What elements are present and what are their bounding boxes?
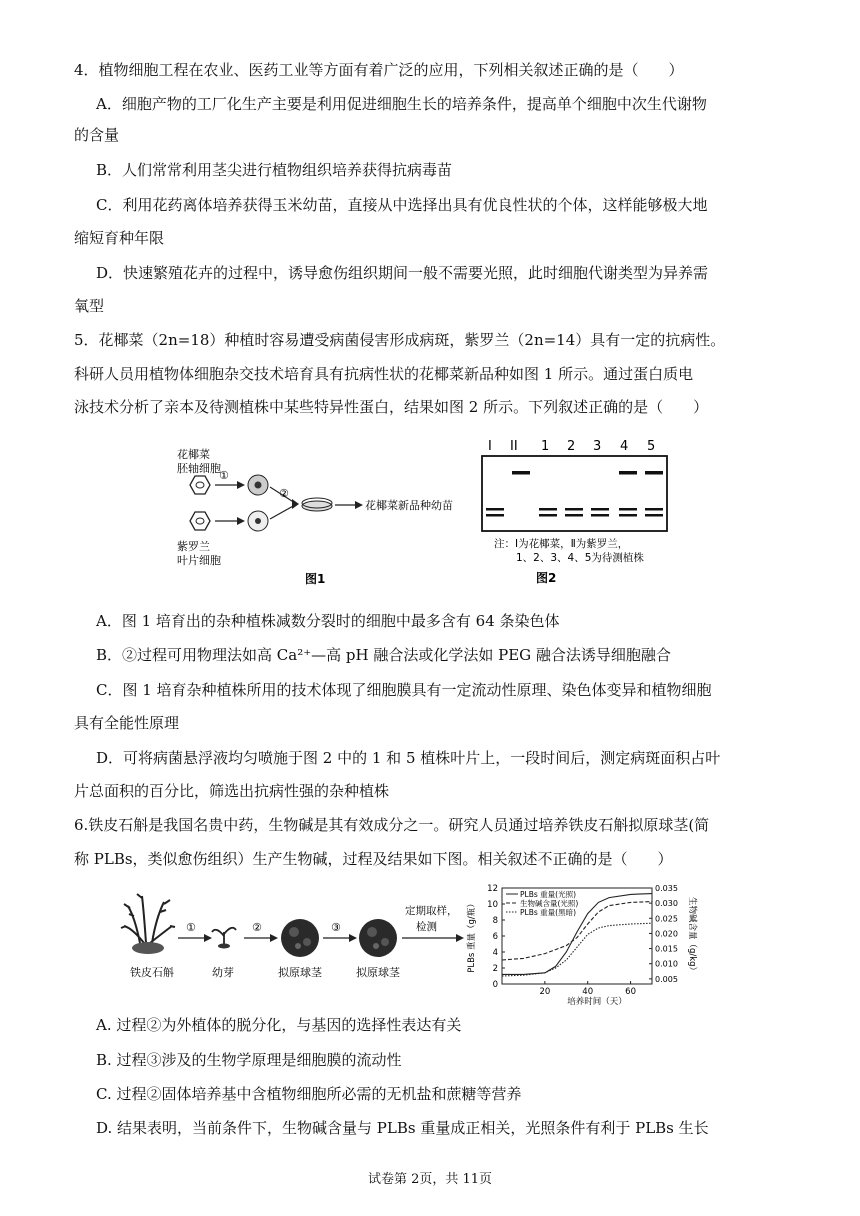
page-footer: 试卷第 2页，共 11页 xyxy=(367,1172,493,1187)
band xyxy=(619,514,637,517)
nucleus-icon xyxy=(255,482,262,489)
q5-option-c: C．图 1 培育杂种植株所用的技术体现了细胞膜具有一定流动性原理、染色体变异和植物细胞 xyxy=(96,681,712,699)
y-axis-label: PLBs 重量（g/瓶） xyxy=(467,899,477,973)
q4-option-c: C．利用花药离体培养获得玉米幼苗，直接从中选择出具有优良性状的个体，这样能够极大地 xyxy=(96,196,708,214)
q6-label-plb-1: 拟原球茎 xyxy=(278,966,322,979)
q5-option-c-cont: 具有全能性原理 xyxy=(74,714,180,732)
gel-frame xyxy=(482,456,667,531)
band xyxy=(539,514,557,517)
q6-process-figure xyxy=(120,888,465,988)
y-right-tick-label-4: 0.025 xyxy=(655,914,678,924)
q6-step-1: ① xyxy=(186,921,196,934)
figure-1 xyxy=(175,440,475,590)
band xyxy=(512,471,530,475)
q6-sampling-label-1: 定期取样， xyxy=(405,905,458,917)
arrowhead-icon xyxy=(237,481,245,489)
band xyxy=(645,508,663,511)
nucleus-icon xyxy=(196,482,204,488)
q4-option-d-cont: 氧型 xyxy=(74,297,105,315)
fig1-violet-label-1: 紫罗兰 xyxy=(177,540,210,553)
cauli-cell-icon xyxy=(190,476,210,494)
lane-label-3: 1 xyxy=(541,439,550,454)
band xyxy=(619,508,637,511)
q5-option-a: A．图 1 培育出的杂种植株减数分裂时的细胞中最多含有 64 条染色体 xyxy=(96,612,560,630)
lane-label-6: 4 xyxy=(620,439,629,454)
x-tick-label-1: 40 xyxy=(582,987,594,997)
y-right-tick-label-2: 0.015 xyxy=(655,944,678,954)
y-right-tick-label-6: 0.035 xyxy=(655,884,678,893)
y-tick-label-1: 2 xyxy=(492,964,498,974)
legend-label-1: 生物碱含量(光照) xyxy=(520,899,579,908)
band xyxy=(645,514,663,517)
q5-option-d: D．可将病菌悬浮液均匀喷施于图 2 中的 1 和 5 植株叶片上，一段时间后，测定病斑面积占叶 xyxy=(96,749,721,767)
dendrobium-plant-icon xyxy=(121,894,175,954)
arrowhead-icon xyxy=(355,501,363,509)
q6-stem-2: 称 PLBs，类似愈伤组织）生产生物碱，过程及结果如下图。相关叙述不正确的是（ ） xyxy=(74,850,673,868)
band xyxy=(565,514,583,517)
arrowhead-icon xyxy=(270,934,278,942)
figure-2 xyxy=(478,436,678,592)
q6-step-3: ③ xyxy=(331,921,341,934)
plb-cluster-icon xyxy=(281,919,319,957)
q5-option-d-cont: 片总面积的百分比，筛选出抗病性强的杂种植株 xyxy=(74,782,390,800)
q6-label-plb-2: 拟原球茎 xyxy=(356,966,400,979)
y-tick-label-6: 12 xyxy=(487,884,498,894)
y-tick-label-5: 10 xyxy=(487,900,498,910)
y-tick-label-4: 8 xyxy=(492,916,498,926)
q6-option-d: D. 结果表明，当前条件下，生物碱含量与 PLBs 重量成正相关，光照条件有利于 PLBs 生长 xyxy=(96,1119,709,1137)
q4-option-c-cont: 缩短育种年限 xyxy=(74,229,165,247)
legend-label-0: PLBs 重量(光照) xyxy=(520,890,576,899)
y-tick-label-0: 0 xyxy=(492,980,498,990)
q6-sampling-label-2: 检测 xyxy=(416,921,437,933)
q5-stem-2: 科研人员用植物体细胞杂交技术培育具有抗病性状的花椰菜新品种如图 1 所示。通过蛋白质电 xyxy=(74,365,694,383)
nucleus-icon xyxy=(196,518,204,524)
band xyxy=(539,508,557,511)
plb-growth-chart xyxy=(462,880,702,1008)
q4-option-a: A．细胞产物的工厂化生产主要是利用促进细胞生长的培养条件，提高单个细胞中次生代谢物 xyxy=(96,95,707,113)
lane-label-2: II xyxy=(510,439,518,454)
y-right-tick-label-0: 0.005 xyxy=(655,974,678,984)
y-right-tick-label-1: 0.010 xyxy=(655,959,678,969)
lane-label-4: 2 xyxy=(567,439,576,454)
band xyxy=(486,514,504,517)
lane-label-1: I xyxy=(488,439,492,454)
band xyxy=(645,471,663,475)
arrow-2b xyxy=(270,505,295,519)
q5-option-b: B．②过程可用物理法如高 Ca²⁺—高 pH 融合法或化学法如 PEG 融合法诱导细胞融合 xyxy=(96,646,671,664)
q6-label-bud: 幼芽 xyxy=(212,966,234,979)
x-tick-label-0: 20 xyxy=(539,987,551,997)
q6-option-a: A. 过程②为外植体的脱分化，与基因的选择性表达有关 xyxy=(96,1016,462,1034)
fig2-note-2: 1、2、3、4、5为待测植株 xyxy=(516,552,644,564)
q4-option-a-cont: 的含量 xyxy=(74,126,120,144)
q4-stem: 4．植物细胞工程在农业、医药工业等方面有着广泛的应用，下列相关叙述正确的是（ ） xyxy=(74,61,684,79)
plb-cluster-icon xyxy=(359,919,397,957)
q6-step-2: ② xyxy=(252,921,262,934)
band xyxy=(591,514,609,517)
bud-icon xyxy=(212,928,236,949)
q6-option-c: C. 过程②固体培养基中含植物细胞所必需的无机盐和蔗糖等营养 xyxy=(96,1085,522,1103)
violet-cell-icon xyxy=(190,512,210,530)
arrowhead-icon xyxy=(237,517,245,525)
q6-label-plant: 铁皮石斛 xyxy=(130,966,174,979)
y-axis-right-label: 生物碱含量（g/kg） xyxy=(687,896,697,976)
step-2-label: ② xyxy=(279,487,289,500)
fig1-cauli-label-2: 胚轴细胞 xyxy=(177,462,221,475)
fig1-violet-label-2: 叶片细胞 xyxy=(177,554,221,567)
band xyxy=(591,508,609,511)
y-tick-label-2: 4 xyxy=(492,948,498,958)
step-1-label: ① xyxy=(219,469,229,482)
q4-option-d: D．快速繁殖花卉的过程中，诱导愈伤组织期间一般不需要光照，此时细胞代谢类型为异养需 xyxy=(96,264,709,282)
q6-stem-1: 6.铁皮石斛是我国名贵中药，生物碱是其有效成分之一。研究人员通过培养铁皮石斛拟原球茎(简 xyxy=(74,816,710,834)
arrowhead-icon xyxy=(204,934,212,942)
q4-option-b: B．人们常常利用茎尖进行植物组织培养获得抗病毒苗 xyxy=(96,161,453,179)
y-right-tick-label-3: 0.020 xyxy=(655,929,678,939)
y-right-tick-label-5: 0.030 xyxy=(655,899,678,909)
fig1-product-label: 花椰菜新品种幼苗 xyxy=(365,499,453,512)
y-tick-label-3: 6 xyxy=(492,932,498,942)
fig2-caption: 图2 xyxy=(536,571,557,585)
q6-option-b: B. 过程③涉及的生物学原理是细胞膜的流动性 xyxy=(96,1051,402,1069)
lane-label-5: 3 xyxy=(593,439,602,454)
culture-dish-icon xyxy=(302,501,332,511)
arrowhead-icon xyxy=(349,934,357,942)
fig2-note-1: 注：Ⅰ为花椰菜，Ⅱ为紫罗兰， xyxy=(494,538,629,550)
legend-label-2: PLBs 重量(黑暗) xyxy=(520,908,576,917)
band xyxy=(619,471,637,475)
band xyxy=(565,508,583,511)
x-tick-label-2: 60 xyxy=(625,987,636,997)
x-axis-label: 培养时间（天） xyxy=(567,997,627,1007)
arrowhead-icon xyxy=(292,499,299,509)
band xyxy=(486,508,504,511)
q5-stem-3: 泳技术分析了亲本及待测植株中某些特异性蛋白，结果如图 2 所示。下列叙述正确的是（ ） xyxy=(74,398,709,416)
nucleus-icon xyxy=(255,518,261,524)
lane-label-7: 5 xyxy=(647,439,656,454)
fig1-cauli-label-1: 花椰菜 xyxy=(177,448,210,461)
fig1-caption: 图1 xyxy=(305,572,326,586)
q5-stem-1: 5．花椰菜（2n=18）种植时容易遭受病菌侵害形成病斑，紫罗兰（2n=14）具有一定的抗病性。 xyxy=(74,331,726,349)
